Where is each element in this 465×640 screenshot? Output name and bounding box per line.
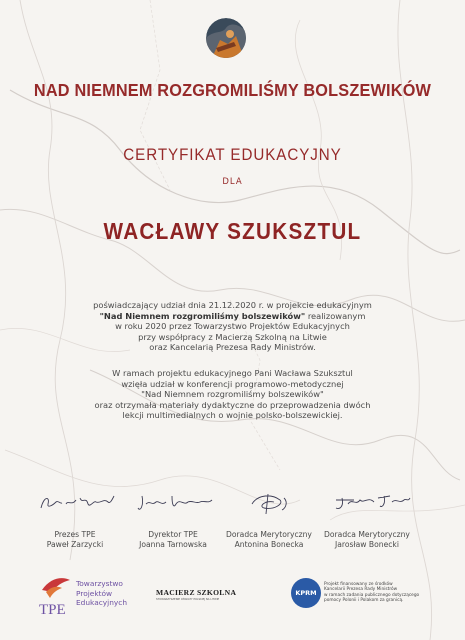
tpe-name — [76, 579, 127, 608]
tpe-logo — [36, 574, 126, 622]
signatory-block — [312, 530, 422, 550]
paragraph-line: poświadczający udział dnia 21.12.2020 r. w projekcie edukacyjnym — [93, 300, 372, 310]
project-title: NAD NIEMNEM ROZGROMILIŚMY BOLSZEWIKÓW — [33, 80, 432, 100]
funding-line: pomocy Polonii i Polakom za granicą. — [324, 598, 404, 604]
macierz-subtitle: STOWARZYSZENIE OŚWIATY POLSKIEJ NA LITWIE — [156, 598, 220, 601]
signatory-role: Dyrektor TPE — [148, 530, 198, 539]
participation-paragraph — [0, 300, 465, 353]
signatory-block — [20, 530, 130, 550]
paragraph-text: realizowanym — [305, 310, 366, 321]
for-label: DLA — [222, 177, 243, 187]
signatory-name: Joanna Tarnowska — [139, 540, 207, 549]
kprm-emblem — [291, 578, 321, 608]
paragraph-line: oraz otrzymała materiały dydaktyczne do przeprowadzenia dwóch — [94, 399, 371, 410]
paragraph-line — [0, 311, 465, 322]
signatory-role: Doradca Merytoryczny — [324, 530, 410, 539]
tpe-bird-icon — [36, 574, 72, 620]
signatory-name: Antonina Bonecka — [234, 540, 304, 549]
tpe-mark-text: TPE — [39, 602, 66, 618]
certificate-heading: CERTYFIKAT EDUKACYJNY — [123, 146, 342, 164]
macierz-name: MACIERZ SZKOLNA — [156, 588, 237, 597]
paragraph-line: wzięła udział w konferencji programowo-metodycznej — [121, 378, 344, 389]
paragraph-line: W ramach projektu edukacyjnego Pani Wacława Szuksztul — [112, 368, 353, 378]
signature-tarnowska — [136, 490, 216, 516]
paragraph-line: lekcji multimedialnych o wojnie polsko-bolszewickiej. — [122, 410, 343, 421]
signatory-role: Doradca Merytoryczny — [226, 530, 312, 539]
project-emblem — [206, 18, 246, 58]
macierz-szkolna-logo — [156, 588, 246, 601]
recipient-name: WACŁAWY SZUKSZTUL — [103, 218, 362, 244]
signatory-name: Paweł Zarzycki — [46, 540, 104, 549]
tpe-word: Towarzystwo — [76, 579, 123, 588]
kprm-funding-note — [324, 582, 419, 604]
tpe-word: Projektów — [76, 588, 113, 598]
signatory-name: Jarosław Bonecki — [335, 540, 399, 549]
funding-line: Kancelarii Prezesa Rady Ministrów — [324, 587, 398, 593]
signature-zarzycki — [38, 490, 118, 516]
project-name-bold: "Nad Niemnem rozgromiliśmy bolszewików" — [99, 310, 306, 321]
signature-bonecka — [244, 490, 294, 516]
tpe-word: Edukacyjnych — [76, 598, 128, 608]
signatory-role: Prezes TPE — [54, 530, 96, 539]
paragraph-line: oraz Kancelarią Prezesa Rady Ministrów. — [149, 342, 316, 353]
signatory-block — [214, 530, 324, 550]
conference-paragraph — [0, 368, 465, 421]
signatory-block — [118, 530, 228, 550]
funding-line: Projekt finansowany ze środków — [324, 582, 393, 587]
signature-bonecki — [332, 490, 412, 516]
logo-strip — [0, 568, 465, 628]
funding-line: w ramach zadania publicznego dotyczącego — [324, 592, 420, 598]
kprm-mark: KPRM — [295, 589, 317, 597]
paragraph-line: w roku 2020 przez Towarzystwo Projektów Edukacyjnych — [115, 321, 350, 332]
paragraph-line: przy współpracy z Macierzą Szkolną na Litwie — [138, 331, 327, 342]
paragraph-line: "Nad Niemnem rozgromiliśmy bolszewików" — [141, 389, 324, 400]
